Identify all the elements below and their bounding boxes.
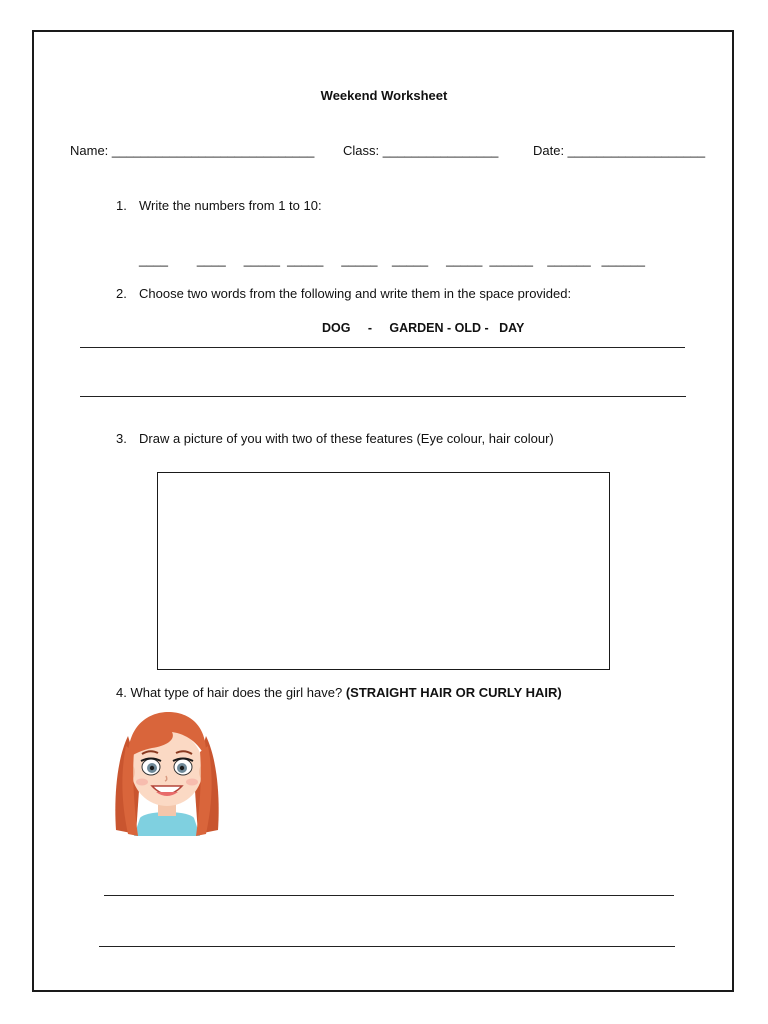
q4-question xyxy=(116,685,562,700)
q3-text: Draw a picture of you with two of these features (Eye colour, hair colour) xyxy=(139,431,554,446)
class-field[interactable]: Class: ________________ xyxy=(343,143,499,158)
q2-answer-line-2[interactable] xyxy=(80,396,686,397)
q2-text: Choose two words from the following and write them in the space provided: xyxy=(139,286,572,301)
girl-illustration xyxy=(106,706,228,840)
q4-answer-line-2[interactable] xyxy=(99,946,675,947)
q1-number: 1. xyxy=(116,198,127,213)
q4-text: 4. What type of hair does the girl have? xyxy=(116,685,343,700)
worksheet-title: Weekend Worksheet xyxy=(320,88,448,103)
q2-word-list: DOG - GARDEN - OLD - DAY xyxy=(322,321,525,335)
q1-answer-blanks[interactable]: ____ ____ _____ _____ _____ _____ _____ ______ ______ ______ xyxy=(139,252,645,267)
q1-text: Write the numbers from 1 to 10: xyxy=(139,198,322,213)
q2-answer-line-1[interactable] xyxy=(80,347,685,348)
q2-number: 2. xyxy=(116,286,127,301)
q4-options: (STRAIGHT HAIR OR CURLY HAIR) xyxy=(345,685,562,700)
q4-answer-line-1[interactable] xyxy=(104,895,674,896)
q3-number: 3. xyxy=(116,431,127,446)
date-field[interactable]: Date: ___________________ xyxy=(533,143,706,158)
name-field[interactable]: Name: ____________________________ xyxy=(70,143,315,158)
drawing-box[interactable] xyxy=(157,472,610,670)
